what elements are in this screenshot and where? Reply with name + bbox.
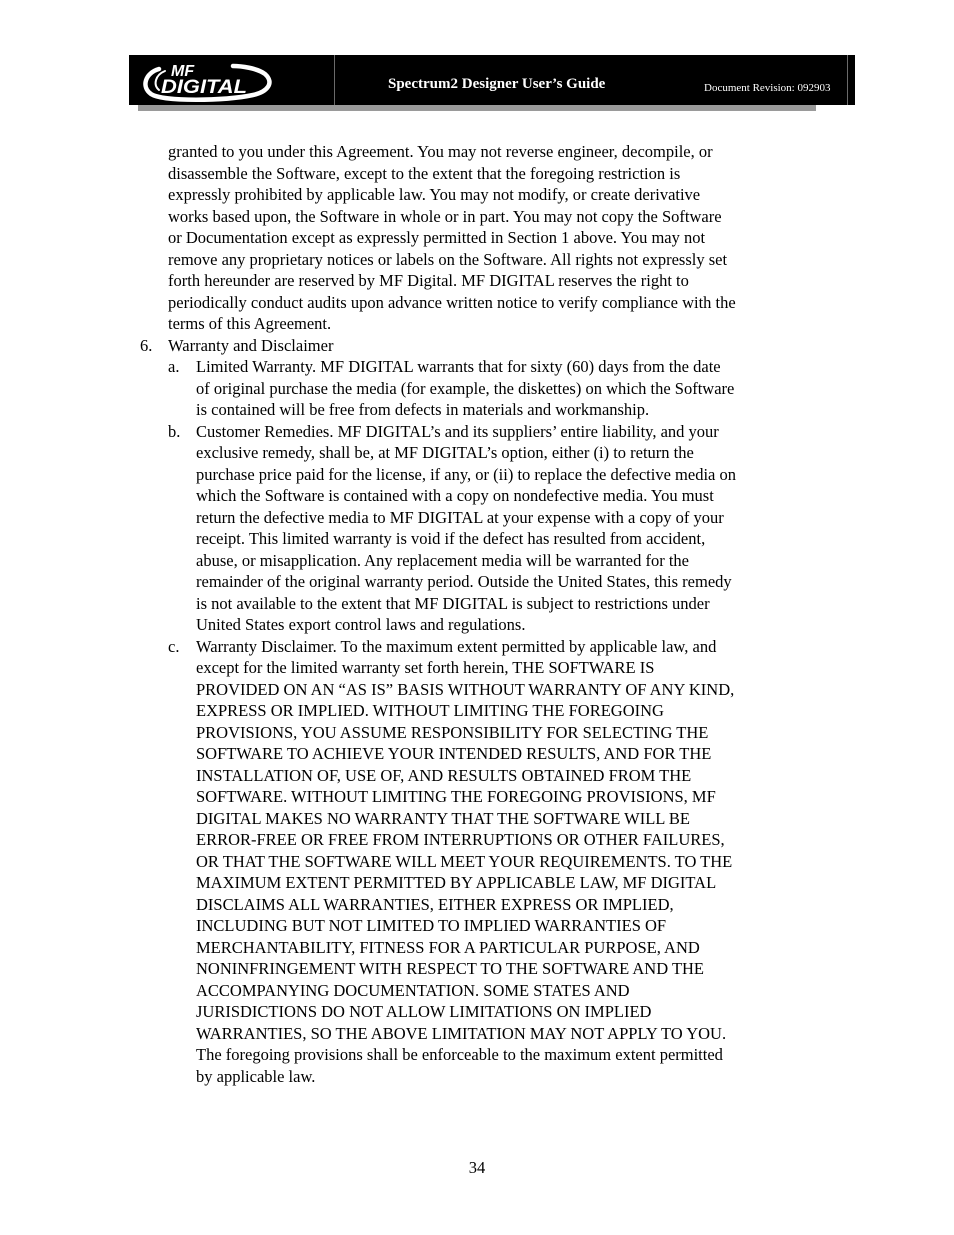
list-item-text: Customer Remedies. MF DIGITAL’s and its suppliers’ entire liability, and your exclusive remedy, shall be, at MF DIGITAL’s option, either (i) to return the purchase price paid for the license, if any, or (ii) to replace the defective media on which the Software is contained with a copy on nondefective media. You must return the defective media to MF DIGITAL at your expense with a copy of your receipt. This limited warranty is void if the defect has resulted from accident, abuse, or misapplication. Any replacement media will be warranted for the remainder of the original warranty period. Outside the United States, this remedy is not available to the extent that MF DIGITAL is subject to restrictions under United States export control laws and regulations. [196, 421, 736, 634]
svg-text:DIGITAL: DIGITAL [161, 77, 247, 98]
page-body [0, 141, 954, 1087]
document-title: Spectrum2 Designer User’s Guide [388, 76, 606, 92]
list-item-limited-warranty [0, 356, 954, 421]
list-item-marker: b. [168, 421, 181, 441]
section-number: 6. [140, 335, 153, 355]
continuation-paragraph: granted to you under this Agreement. You may not reverse engineer, decompile, or disassemble the Software, except to the extent that the foregoing restriction is expressly prohibited by applicable law. You may not modify, or create derivative works based upon, the Software in whole or in part. You may not copy the Software or Documentation except as expressly permitted in Section 1 above. You may not remove any proprietary notices or labels on the Software. All rights not expressly set forth hereunder are reserved by MF Digital. MF DIGITAL reserves the right to periodically conduct audits upon advance written notice to verify compliance with the terms of this Agreement. [168, 142, 736, 333]
list-item-warranty-disclaimer [0, 636, 954, 1088]
svg-text:MF: MF [171, 63, 195, 80]
section-title: Warranty and Disclaimer [168, 335, 334, 355]
page-number: 34 [468, 1158, 486, 1177]
list-item-text: Warranty Disclaimer. To the maximum extent permitted by applicable law, and except for the limited warranty set forth herein, THE SOFTWARE IS PROVIDED ON AN “AS IS” BASIS WITHOUT WARRANTY OF ANY KIND, EXPRESS OR IMPLIED. WITHOUT LIMITING THE FOREGOING PROVISIONS, YOU ASSUME RESPONSIBILITY FOR SELECTING THE SOFTWARE TO ACHIEVE YOUR INTENDED RESULTS, AND FOR THE INSTALLATION OF, USE OF, AND RESULTS OBTAINED FROM THE SOFTWARE. WITHOUT LIMITING THE FOREGOING PROVISIONS, MF DIGITAL MAKES NO WARRANTY THAT THE SOFTWARE WILL BE ERROR-FREE OR FREE FROM INTERRUPTIONS OR OTHER FAILURES, OR THAT THE SOFTWARE WILL MEET YOUR REQUIREMENTS. TO THE MAXIMUM EXTENT PERMITTED BY APPLICABLE LAW, MF DIGITAL DISCLAIMS ALL WARRANTIES, EITHER EXPRESS OR IMPLIED, INCLUDING BUT NOT LIMITED TO IMPLIED WARRANTIES OF MERCHANTABILITY, FITNESS FOR A PARTICULAR PURPOSE, AND NONINFRINGEMENT WITH RESPECT TO THE SOFTWARE AND THE ACCOMPANYING DOCUMENTATION. SOME STATES AND JURISDICTIONS DO NOT ALLOW LIMITATIONS ON IMPLIED WARRANTIES, SO THE ABOVE LIMITATION MAY NOT APPLY TO YOU. The foregoing provisions shall be enforceable to the maximum extent permitted by applicable law. [196, 636, 735, 1086]
header-divider [334, 55, 335, 105]
list-item-customer-remedies [0, 421, 954, 636]
document-revision: Document Revision: 092903 [704, 82, 831, 94]
list-item-text: Limited Warranty. MF DIGITAL warrants that for sixty (60) days from the date of original purchase the media (for example, the diskettes) on which the Software is contained will be free from defects in materials and workmanship. [196, 357, 735, 419]
section-heading [0, 335, 954, 357]
header-divider [847, 55, 848, 105]
list-item-marker: a. [168, 357, 180, 376]
header-banner [129, 55, 855, 105]
list-item-marker: c. [168, 636, 180, 656]
mf-digital-logo [137, 57, 273, 103]
